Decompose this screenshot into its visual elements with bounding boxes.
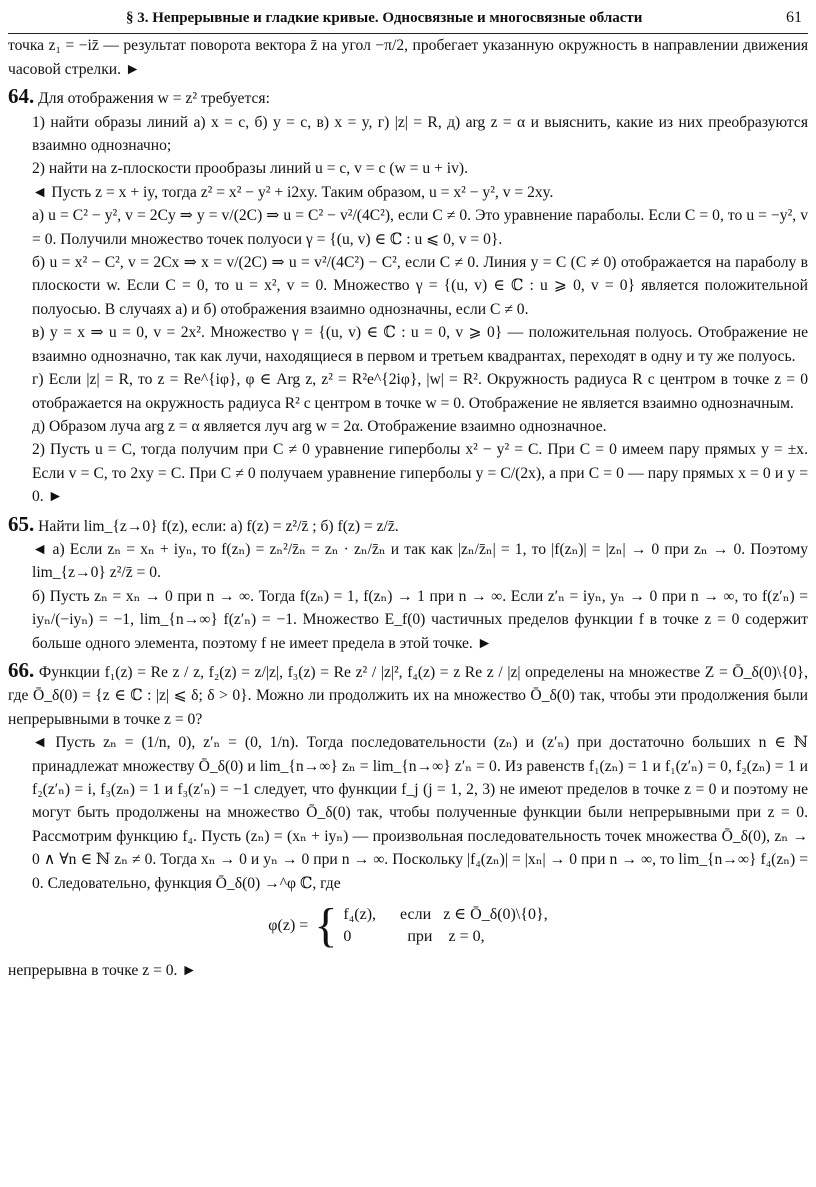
problem-64-part1: 1) найти образы линий а) x = c, б) y = c, в) x = y, г) |z| = R, д) arg z = α и выяснить, какие из них преобразуются взаимно однозначно; xyxy=(32,113,808,155)
case-value: 0 xyxy=(343,928,352,946)
solution-66-end: непрерывна в точке z = 0. ► xyxy=(8,962,197,980)
case-condition: z ∈ Ō_δ(0)\{0}, xyxy=(443,906,548,924)
case-row-2 xyxy=(343,926,547,948)
problem-number: 66. xyxy=(8,657,35,682)
solution-64-v: в) y = x ⇒ u = 0, v = 2x². Множество γ = {(u, v) ∈ ℂ : u = 0, v ⩾ 0} — положительная полуось. Отображение не взаимно однозначно, так как лучи, находящиеся в первом и третьем квадрантах, переходят в одну и ту же полуось. xyxy=(32,324,808,365)
case-word: если xyxy=(400,906,432,924)
case-value: f₄(z), xyxy=(343,906,377,924)
problem-64-part2: 2) найти на z-плоскости прообразы линий u = c, v = c (w = u + iv). xyxy=(32,160,468,178)
case-condition: z = 0, xyxy=(448,928,485,946)
problem-number: 64. xyxy=(8,84,35,109)
solution-64-d: д) Образом луча arg z = α является луч arg w = 2α. Отображение взаимно однозначное. xyxy=(32,417,607,435)
solution-64-2: 2) Пусть u = C, тогда получим при C ≠ 0 уравнение гиперболы x² − y² = C. При C = 0 имеем пару прямых y = ±x. Если v = C, то 2xy = C. При C ≠ 0 получаем уравнение гиперболы y = C/(2x), а при C = 0 — пару прямых x = 0 и y = 0. ► xyxy=(32,441,808,506)
piecewise-formula xyxy=(268,899,548,953)
paragraph-intro: точка z₁ = −iz̄ — результат поворота вектора z̄ на угол −π/2, пробегает указанную окружность в направлении движения часовой стрелки. ► xyxy=(8,37,808,78)
case-row-1 xyxy=(343,904,547,926)
cases xyxy=(343,904,547,948)
solution-66: ◄ Пусть zₙ = (1/n, 0), z′ₙ = (0, 1/n). Тогда последовательности (zₙ) и (z′ₙ) при достаточно больших n ∈ ℕ принадлежат множеству Ō_δ(0) и lim_{n→∞} zₙ = lim_{n→∞} z′ₙ = 0. Из равенств f₁(zₙ) = 1 и f₁(z′ₙ) = 0, f₂(zₙ) = 1 и f₂(z′ₙ) = i, f₃(zₙ) = 1 и f₃(z′ₙ) = −1 следует, что функции f_j (j = 1, 2, 3) не имеют пределов в точке z = 0 и поэтому не могут быть продолжены на множество Ō_δ(0) так, чтобы полученные функции были непрерывными при z = 0. Рассмотрим функцию f₄. Пусть (zₙ) = (xₙ + iyₙ) — произвольная последовательность точек множества Ō_δ(0), zₙ → 0 ∧ ∀n ∈ ℕ zₙ ≠ 0. Тогда xₙ → 0 и yₙ → 0 при n → ∞. Поскольку |f₄(zₙ)| = |xₙ| → 0 при n → ∞, то lim_{n→∞} f₄(zₙ) = 0. Следовательно, функция Ō_δ(0) →^φ ℂ, где xyxy=(32,734,808,892)
page-number: 61 xyxy=(786,9,802,26)
problem-64 xyxy=(8,85,808,110)
solution-64-a: а) u = C² − y², v = 2Cy ⇒ y = v/(2C) ⇒ u = C² − v²/(4C²), если C ≠ 0. Это уравнение параболы. Если C = 0, то u = −y², v = 0. Получили множество точек полуоси γ = {(u, v) ∈ ℂ : u ⩽ 0, v = 0}. xyxy=(32,207,808,248)
solution-64-b: б) u = x² − C², v = 2Cx ⇒ x = v/(2C) ⇒ u = v²/(4C²) − C², если C ≠ 0. Линия y = C (C ≠ 0) отображается на параболу в плоскости w. Если C = 0, то u = x², v = 0. Множество γ = {(u, v) ∈ ℂ : u ⩾ 0, v = 0} является положительной полуосью. В случаях а) и б) отображения взаимно однозначны, если C ≠ 0. xyxy=(32,254,808,318)
solution-65-a: ◄ а) Если zₙ = xₙ + iyₙ, то f(zₙ) = zₙ²/z̄ₙ = zₙ · zₙ/z̄ₙ и так как |zₙ/z̄ₙ| = 1, то |f(zₙ)| = |zₙ| → 0 при zₙ → 0. Поэтому lim_{z→0} z²/z̄ = 0. xyxy=(32,540,808,582)
solution-64-intro: ◄ Пусть z = x + iy, тогда z² = x² − y² + i2xy. Таким образом, u = x² − y², v = 2xy. xyxy=(32,183,554,201)
solution-64-g: г) Если |z| = R, то z = Re^{iφ}, φ ∈ Arg z, z² = R²e^{2iφ}, |w| = R². Окружность радиуса R с центром в точке z = 0 отображается на окружность радиуса R² с центром в точке w = 0. Отображение не является взаимно однозначным. xyxy=(32,371,808,412)
problem-statement: Функции f₁(z) = Re z / z, f₂(z) = z/|z|, f₃(z) = Re z² / |z|², f₄(z) = z Re z / |z| определены на множестве Z = Ō_δ(0)\{0}, где Ō_δ(0) = {z ∈ ℂ : |z| ⩽ δ; δ > 0}. Можно ли продолжить их на множество Ō_δ(0) так, чтобы эти продолжения были непрерывными в точке z = 0? xyxy=(8,663,808,728)
phi-lhs: φ(z) = xyxy=(268,917,309,935)
problem-66 xyxy=(8,659,808,731)
left-brace: { xyxy=(314,899,338,953)
problem-statement: Найти lim_{z→0} f(z), если: а) f(z) = z²/z̄ ; б) f(z) = z/z̄. xyxy=(38,517,399,535)
problem-statement: Для отображения w = z² требуется: xyxy=(38,90,270,108)
problem-65 xyxy=(8,513,808,538)
problem-number: 65. xyxy=(8,511,35,536)
phi-definition xyxy=(8,899,808,953)
case-word: при xyxy=(407,928,433,946)
solution-65-b: б) Пусть zₙ = xₙ → 0 при n → ∞. Тогда f(zₙ) = 1, f(zₙ) → 1 при n → ∞. Если z′ₙ = iyₙ, yₙ → 0 при n → ∞, то f(z′ₙ) = iyₙ/(−iyₙ) = −1, lim_{n→∞} f(z′ₙ) = −1. Множество E_f(0) частичных пределов функции f в точке z = 0 содержит больше одного элемента, поэтому f не имеет предела в этой точке. ► xyxy=(32,587,808,652)
section-title: § 3. Непрерывные и гладкие кривые. Односвязные и многосвязные области xyxy=(126,10,643,26)
running-header xyxy=(8,6,808,34)
